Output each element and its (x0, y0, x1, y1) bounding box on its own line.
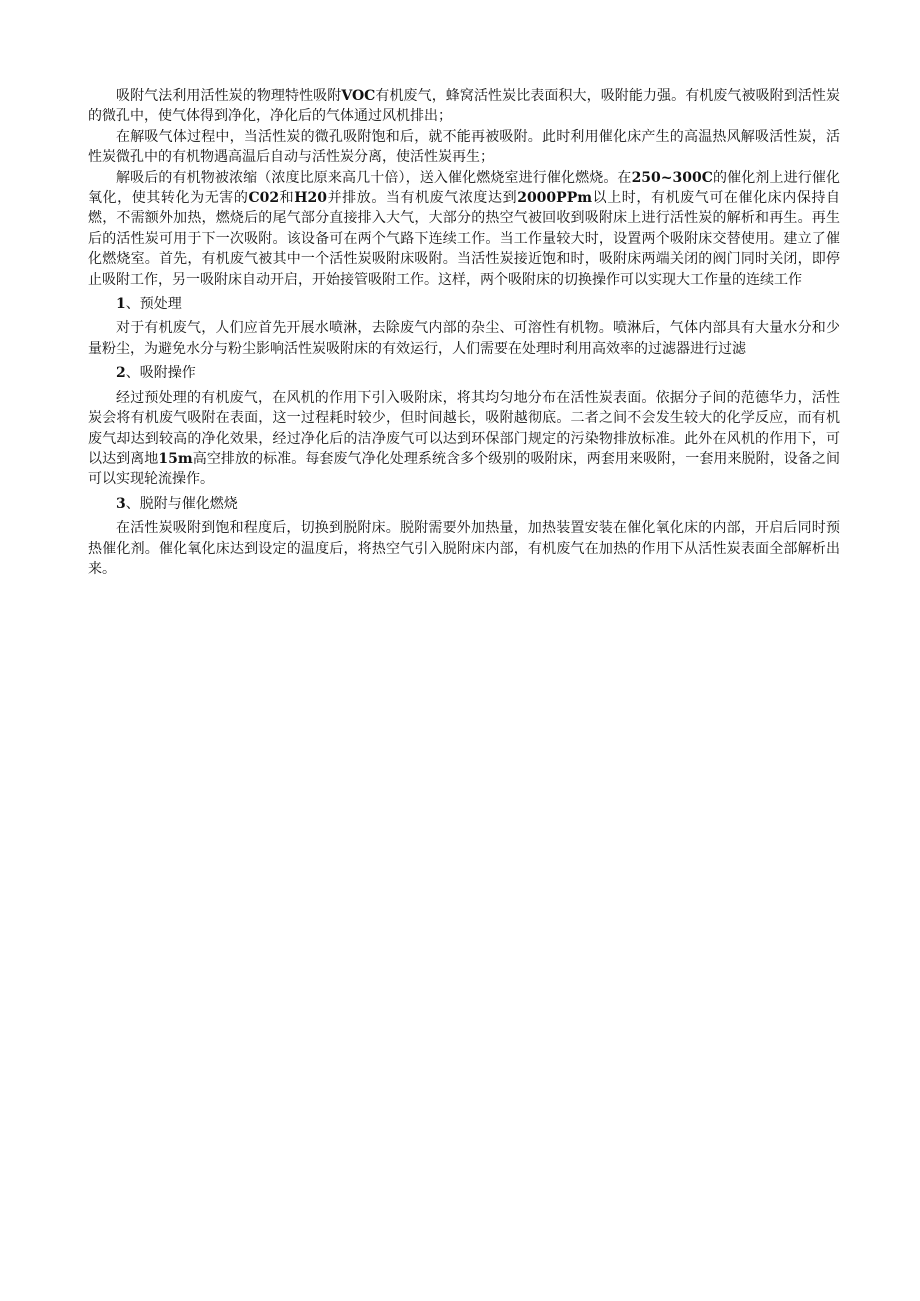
section-number: 3 (116, 495, 126, 512)
section-body-2 (88, 388, 840, 490)
section-body-1: 对于有机废气，人们应首先开展水喷淋，去除废气内部的杂尘、可溶性有机物。喷淋后，气体内部具有大量水分和少量粉尘，为避免水分与粉尘影响活性炭吸附床的有效运行，人们需要在处理时利用高效率的过滤器进行过滤 (88, 320, 840, 357)
intro-paragraph-3 (88, 168, 840, 290)
bold-term-height: 15m (158, 450, 193, 467)
section-heading-2 (88, 363, 840, 383)
text-run: 的催化剂上进行催化氧化，使其转化为无害的 (88, 169, 841, 207)
section-number: 1 (116, 296, 126, 313)
text-run: 经过预处理的有机废气，在风机的作用下引入吸附床，将其均匀地分布在活性炭表面。依据分子间的范德华力，活性炭会将有机废气吸附在表面，这一过程耗时较少，但时间越长，吸附越彻底。二者之间不会发生较大的化学反应，而有机废气却达到较高的净化效果，经过净化后的洁净废气可以达到环保部门规定的污染物排放标准。此外在风机的作用下，可以达到离地 (88, 389, 840, 467)
section-number: 2 (116, 365, 126, 382)
text-run: 并排放。当有机废气浓度达到 (326, 190, 518, 207)
text-run: 以上时，有机废气可在催化床内保持自燃，不需额外加热，燃烧后的尾气部分直接排入大气，大部分的热空气被回收到吸附床上进行活性炭的解析和再生。再生后的活性炭可用于下一次吸附。该设备可在两个气路下连续工作。当工作量较大时，设置两个吸附床交替使用。建立了催化燃烧室。首先，有机废气被其中一个活性炭吸附床吸附。当活性炭接近饱和时，吸附床两端关闭的阀门同时关闭，即停止吸附工作，另一吸附床自动开启，开始接管吸附工作。这样，两个吸附床的切换操作可以实现大工作量的连续工作 (88, 190, 841, 288)
text-run: 有机废气，蜂窝活性炭比表面积大，吸附能力强。有机废气被吸附到活性炭的微孔中，使气体得到净化，净化后的气体通过风机排出； (88, 88, 841, 125)
section-heading-1 (88, 294, 840, 314)
bold-term-h2o: H20 (294, 190, 327, 207)
section-title: 、预处理 (125, 296, 182, 313)
text-run: 吸附气法利用活性炭的物理特性吸附 (116, 88, 342, 104)
section-title: 、脱附与催化燃烧 (125, 495, 238, 512)
text-run: 和 (279, 190, 295, 207)
section-body-3: 在活性炭吸附到饱和程度后，切换到脱附床。脱附需要外加热量，加热装置安装在催化氧化床的内部，开启后同时预热催化剂。催化氧化床达到设定的温度后，将热空气引入脱附床内部，有机废气在加热的作用下从活性炭表面全部解析出来。 (88, 520, 840, 577)
intro-paragraph-2: 在解吸气体过程中，当活性炭的微孔吸附饱和后，就不能再被吸附。此时利用催化床产生的高温热风解吸活性炭，活性炭微孔中的有机物遇高温后自动与活性炭分离，使活性炭再生； (88, 128, 840, 166)
intro-paragraph-1 (88, 86, 840, 127)
text-run: 解吸后的有机物被浓缩（浓度比原来高几十倍），送入催化燃烧室进行催化燃烧。在 (116, 169, 632, 186)
bold-term-co2: C02 (248, 190, 280, 207)
section-title: 、吸附操作 (125, 365, 196, 382)
text-run: 高空排放的标准。每套废气净化处理系统含多个级别的吸附床，两套用来吸附，一套用来脱附，设备之间可以实现轮流操作。 (88, 450, 841, 488)
section-heading-3 (88, 494, 840, 514)
bold-term-concentration: 2000PPm (517, 190, 593, 207)
document-page (88, 86, 840, 579)
bold-term-temperature: 250~300C (631, 169, 713, 186)
bold-term-voc: VOC (341, 88, 376, 104)
